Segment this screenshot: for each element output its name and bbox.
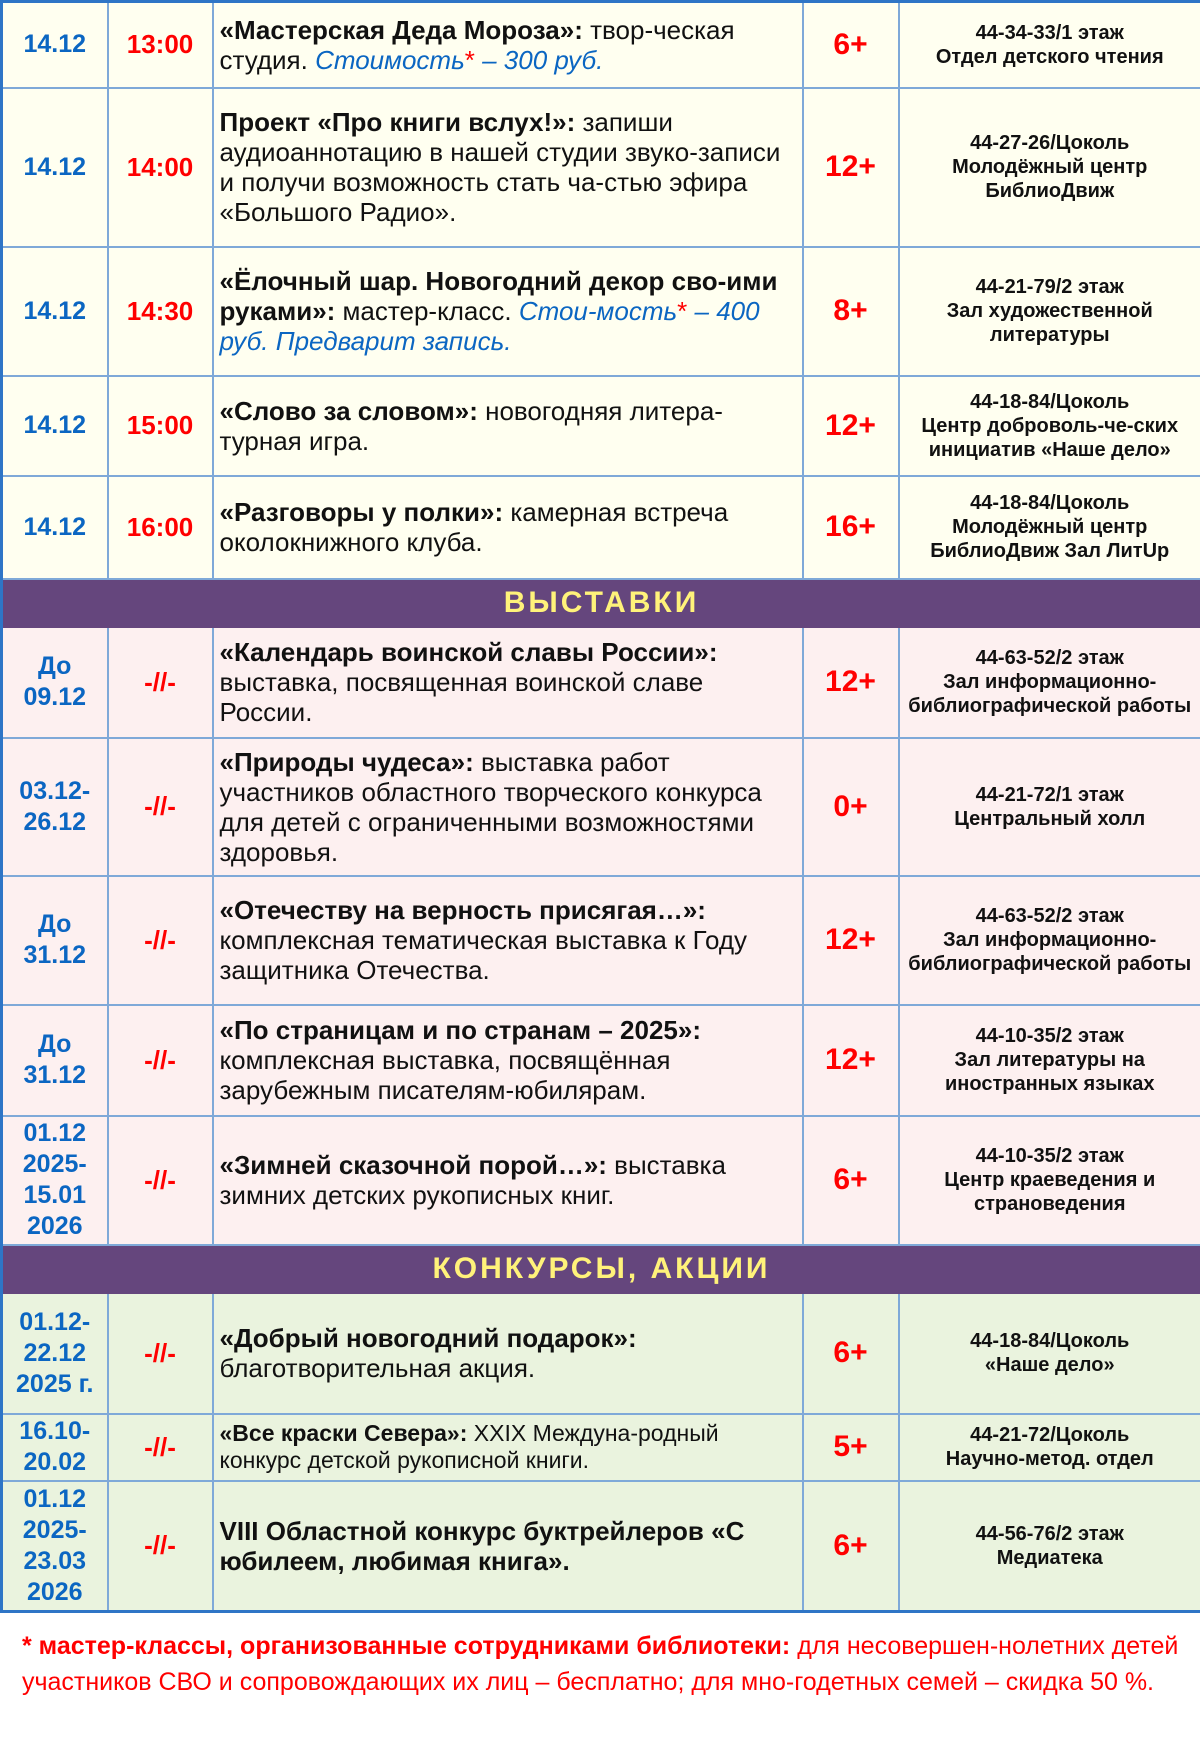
exhibition-date: 01.12 2025-15.01 2026 [2, 1116, 108, 1245]
age-rating: 8+ [803, 247, 899, 376]
location-phone: 44-18-84/Цоколь [970, 390, 1130, 413]
event-row [2, 376, 1200, 476]
event-title: Проект «Про книги вслух!»: [219, 107, 576, 137]
event-description: Проект «Про книги вслух!»: запиши аудиоаннотацию в нашей студии звуко-записи и получи возможность стать ча-стью эфира «Большого Радио». [213, 88, 803, 247]
event-description: «Разговоры у полки»: камерная встреча околокнижного клуба. [213, 476, 803, 579]
footnote-bold: * мастер-классы, организованные сотрудниками библиотеки: [22, 1632, 791, 1660]
age-rating: 16+ [803, 476, 899, 579]
contest-description [213, 1481, 803, 1612]
age-rating: 12+ [803, 88, 899, 247]
event-title: «Разговоры у полки»: [219, 497, 504, 527]
event-row [2, 247, 1200, 376]
event-title: «Ёлочный шар. Новогодний декор сво-ими руками»: [219, 266, 778, 326]
exhibition-title: «По страницам и по странам – 2025»: [219, 1015, 702, 1045]
event-time: 13:00 [108, 2, 213, 88]
location-phone: 44-21-79/2 этаж [975, 276, 1124, 298]
age-rating: 12+ [803, 376, 899, 476]
exhibition-time: -//- [108, 738, 213, 876]
event-date: 14.12 [2, 2, 108, 88]
location-place: Молодёжный центр БиблиоДвиж Зал ЛитUp [930, 516, 1170, 562]
event-location [899, 88, 1200, 247]
location-place: Отдел детского чтения [935, 45, 1164, 68]
event-location [899, 376, 1200, 476]
event-date: 14.12 [2, 376, 108, 476]
contest-description: «Все краски Севера»: XXIX Междуна-родный конкурс детской рукописной книги. [213, 1414, 803, 1481]
event-date: 14.12 [2, 476, 108, 579]
location-place: Центр краеведения и страноведения [944, 1169, 1156, 1215]
event-row [2, 88, 1200, 247]
age-rating: 0+ [803, 738, 899, 876]
event-time: 14:00 [108, 88, 213, 247]
age-rating: 12+ [803, 876, 899, 1005]
contest-location [899, 1293, 1200, 1414]
contest-description: «Добрый новогодний подарок»: благотворительная акция. [213, 1293, 803, 1414]
location-phone: 44-21-72/1 этаж [975, 783, 1124, 806]
location-place: Зал литературы на иностранных языках [945, 1049, 1155, 1095]
exhibition-time: -//- [108, 1116, 213, 1245]
exhibition-time: -//- [108, 876, 213, 1005]
age-rating: 12+ [803, 627, 899, 738]
location-phone: 44-63-52/2 этаж [975, 647, 1124, 669]
footnote [22, 1628, 1182, 1700]
contest-row [2, 1293, 1200, 1414]
section-title: КОНКУРСЫ, АКЦИИ [2, 1245, 1200, 1293]
location-place: Зал информационно-библиографической работы [908, 929, 1192, 975]
contest-time: -//- [108, 1481, 213, 1612]
exhibition-location [899, 627, 1200, 738]
section-header-exhibitions [2, 579, 1200, 627]
exhibition-location [899, 876, 1200, 1005]
location-phone: 44-10-35/2 этаж [975, 1145, 1124, 1167]
exhibition-title: «Календарь воинской славы России»: [219, 637, 718, 667]
event-location [899, 247, 1200, 376]
age-rating: 6+ [803, 1116, 899, 1245]
contest-row [2, 1414, 1200, 1481]
contest-date: 01.12-22.12 2025 г. [2, 1293, 108, 1414]
contest-title: «Добрый новогодний подарок»: [219, 1323, 637, 1353]
exhibition-description: «Зимней сказочной порой…»: выставка зимних детских рукописных книг. [213, 1116, 803, 1245]
exhibition-description: «Календарь воинской славы России»: выставка, посвященная воинской славе России. [213, 627, 803, 738]
exhibition-location [899, 738, 1200, 876]
event-time: 16:00 [108, 476, 213, 579]
location-phone: 44-18-84/Цоколь [970, 492, 1130, 514]
location-place: Зал информационно-библиографической работы [908, 671, 1192, 717]
exhibition-time: -//- [108, 627, 213, 738]
exhibition-row [2, 1005, 1200, 1116]
exhibition-row [2, 1116, 1200, 1245]
event-title: «Мастерская Деда Мороза»: [219, 14, 583, 45]
exhibition-date: До 31.12 [2, 1005, 108, 1116]
location-place: Молодёжный центр БиблиоДвиж [952, 156, 1148, 202]
contest-location [899, 1414, 1200, 1481]
location-phone: 44-63-52/2 этаж [975, 905, 1124, 927]
location-phone: 44-10-35/2 этаж [975, 1025, 1124, 1047]
event-date: 14.12 [2, 88, 108, 247]
location-phone: 44-18-84/Цоколь [970, 1330, 1130, 1352]
location-place: Научно-метод. отдел [945, 1448, 1154, 1470]
exhibition-location [899, 1116, 1200, 1245]
event-row [2, 2, 1200, 88]
event-description: «Слово за словом»: новогодняя литера-турная игра. [213, 376, 803, 476]
contest-time: -//- [108, 1293, 213, 1414]
age-rating: 5+ [803, 1414, 899, 1481]
exhibition-row [2, 876, 1200, 1005]
exhibition-title: «Зимней сказочной порой…»: [219, 1150, 607, 1180]
event-description: «Ёлочный шар. Новогодний декор сво-ими руками»: мастер-класс. Стои-мость* – 400 руб. Предварит запись. [213, 247, 803, 376]
event-location [899, 476, 1200, 579]
exhibition-description: «Отечеству на верность присягая…»: комплексная тематическая выставка к Году защитника Отечества. [213, 876, 803, 1005]
event-cost: Стои-мость* – 400 руб. Предварит запись. [219, 296, 760, 356]
age-rating: 6+ [803, 1481, 899, 1612]
event-title: «Слово за словом»: [219, 395, 478, 426]
contest-location [899, 1481, 1200, 1612]
location-place: Медиатека [996, 1546, 1103, 1569]
age-rating: 6+ [803, 1293, 899, 1414]
section-header-contests [2, 1245, 1200, 1293]
age-rating: 12+ [803, 1005, 899, 1116]
contest-date: 01.12 2025-23.03 2026 [2, 1481, 108, 1612]
location-place: Центр доброволь-че-ских инициатив «Наше дело» [921, 414, 1179, 461]
age-rating: 6+ [803, 2, 899, 88]
event-date: 14.12 [2, 247, 108, 376]
exhibition-date: 03.12-26.12 [2, 738, 108, 876]
event-description: «Мастерская Деда Мороза»: твор-ческая студия. Стоимость* – 300 руб. [213, 2, 803, 88]
exhibition-row [2, 627, 1200, 738]
contest-time: -//- [108, 1414, 213, 1481]
location-place: Зал художественной литературы [946, 300, 1153, 346]
event-location [899, 2, 1200, 88]
contest-date: 16.10-20.02 [2, 1414, 108, 1481]
event-cost: Стоимость* – 300 руб. [315, 44, 604, 75]
location-phone: 44-21-72/Цоколь [970, 1424, 1130, 1446]
exhibition-title: «Отечеству на верность присягая…»: [219, 895, 706, 925]
event-time: 14:30 [108, 247, 213, 376]
exhibition-time: -//- [108, 1005, 213, 1116]
section-title: ВЫСТАВКИ [2, 579, 1200, 627]
contest-title: VIII Областной конкурс буктрейлеров «С юбилеем, любимая книга». [219, 1515, 745, 1576]
exhibition-description: «Природы чудеса»: выставка работ участников областного творческого конкурса для детей с ограниченными возможностями здоровья. [213, 738, 803, 876]
location-phone: 44-27-26/Цоколь [970, 132, 1130, 154]
event-time: 15:00 [108, 376, 213, 476]
location-place: Центральный холл [954, 807, 1146, 830]
exhibition-row [2, 738, 1200, 876]
location-phone: 44-56-76/2 этаж [975, 1522, 1124, 1545]
exhibition-location [899, 1005, 1200, 1116]
exhibition-description: «По страницам и по странам – 2025»: комплексная выставка, посвящённая зарубежным писателям-юбилярам. [213, 1005, 803, 1116]
event-row [2, 476, 1200, 579]
contest-title: «Все краски Севера»: [219, 1420, 468, 1446]
location-phone: 44-34-33/1 этаж [975, 21, 1124, 44]
footnote-text: для несовершен-нолетних детей участников СВО и сопровождающих их лиц – бесплатно; для мно-годетных семей – скидка 50 %. [22, 1632, 1179, 1696]
location-place: «Наше дело» [984, 1354, 1115, 1376]
exhibition-title: «Природы чудеса»: [219, 746, 474, 777]
contest-row [2, 1481, 1200, 1612]
exhibition-date: До 31.12 [2, 876, 108, 1005]
exhibition-date: До 09.12 [2, 627, 108, 738]
